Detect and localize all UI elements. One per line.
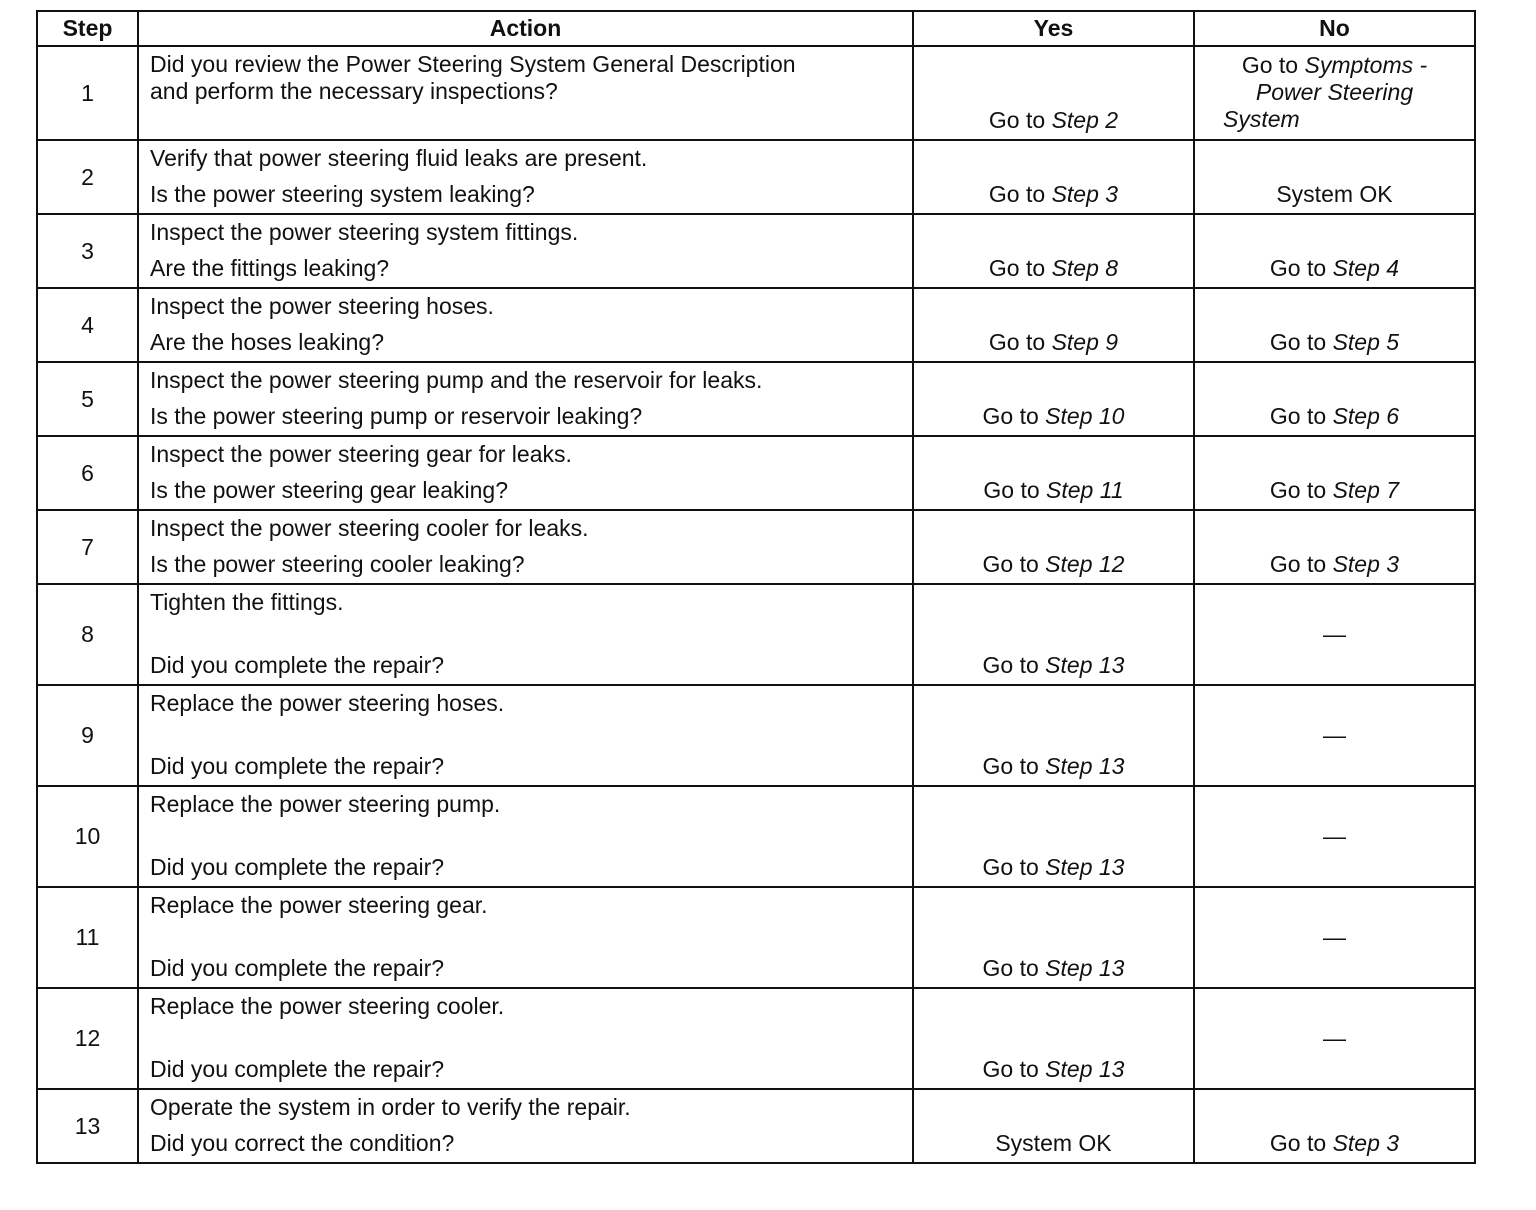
action-line: Are the fittings leaking? — [150, 255, 390, 281]
yes-cell — [913, 988, 1194, 1089]
step-link[interactable]: Step 11 — [1046, 477, 1124, 503]
step-link[interactable]: Step 2 — [1051, 107, 1119, 133]
action-line: Inspect the power steering system fittings. — [150, 219, 579, 245]
step-number: 10 — [37, 786, 138, 887]
action-line: Inspect the power steering gear for leaks. — [150, 441, 572, 467]
no-cell — [1194, 288, 1475, 362]
yes-prefix: Go to — [982, 955, 1046, 981]
no-prefix: Go to — [1269, 1130, 1333, 1156]
no-dash: — — [1323, 1025, 1346, 1051]
action-line: Did you review the Power Steering System General Description — [150, 51, 796, 77]
no-cell — [1194, 685, 1475, 786]
no-prefix: Go to — [1269, 403, 1333, 429]
table-row — [37, 510, 1475, 584]
action-cell — [138, 214, 913, 288]
step-number: 1 — [37, 46, 138, 140]
yes-cell — [913, 510, 1194, 584]
step-number: 9 — [37, 685, 138, 786]
yes-cell — [913, 140, 1194, 214]
step-number: 6 — [37, 436, 138, 510]
yes-cell — [913, 584, 1194, 685]
no-prefix: Go to — [1241, 52, 1305, 78]
action-cell — [138, 887, 913, 988]
no-cell — [1194, 988, 1475, 1089]
no-prefix: Go to — [1269, 329, 1333, 355]
yes-prefix: Go to — [982, 403, 1046, 429]
action-line: Inspect the power steering hoses. — [150, 293, 494, 319]
action-line: Did you complete the repair? — [150, 854, 445, 880]
action-line: Tighten the fittings. — [150, 589, 344, 615]
action-line: Did you complete the repair? — [150, 753, 445, 779]
table-row — [37, 685, 1475, 786]
action-line: Inspect the power steering pump and the reservoir for leaks. — [150, 367, 763, 393]
table-row — [37, 786, 1475, 887]
step-link[interactable]: Step 3 — [1332, 551, 1400, 577]
yes-prefix: Go to — [982, 753, 1046, 779]
table-row — [37, 288, 1475, 362]
step-number: 8 — [37, 584, 138, 685]
step-link[interactable]: Step 9 — [1051, 329, 1119, 355]
step-number: 5 — [37, 362, 138, 436]
no-cell — [1194, 786, 1475, 887]
action-line: Is the power steering pump or reservoir leaking? — [150, 403, 643, 429]
action-line: Is the power steering cooler leaking? — [150, 551, 525, 577]
action-cell — [138, 140, 913, 214]
yes-prefix: Go to — [988, 255, 1052, 281]
step-number: 13 — [37, 1089, 138, 1163]
yes-prefix: Go to — [988, 107, 1052, 133]
step-link[interactable]: Step 6 — [1332, 403, 1400, 429]
action-line: Did you complete the repair? — [150, 955, 445, 981]
yes-prefix: Go to — [988, 181, 1052, 207]
action-line: and perform the necessary inspections? — [150, 78, 558, 104]
action-cell — [138, 362, 913, 436]
step-link[interactable]: Step 13 — [1045, 753, 1125, 779]
no-cell — [1194, 584, 1475, 685]
table-row — [37, 436, 1475, 510]
action-line: Inspect the power steering cooler for leaks. — [150, 515, 589, 541]
header-no: No — [1194, 11, 1475, 46]
action-line: Operate the system in order to verify the repair. — [150, 1094, 631, 1120]
step-link[interactable]: Step 3 — [1051, 181, 1119, 207]
action-cell — [138, 288, 913, 362]
yes-cell — [913, 685, 1194, 786]
action-line: Is the power steering gear leaking? — [150, 477, 508, 503]
step-link[interactable]: Step 13 — [1045, 1056, 1125, 1082]
table-row — [37, 140, 1475, 214]
step-link[interactable]: Step 4 — [1332, 255, 1400, 281]
no-cell — [1194, 214, 1475, 288]
no-cell — [1194, 1089, 1475, 1163]
no-cell — [1194, 46, 1475, 140]
yes-cell — [913, 887, 1194, 988]
symptoms-link-line[interactable]: Power Steering — [1255, 79, 1414, 105]
step-link[interactable]: Step 13 — [1045, 652, 1125, 678]
step-link[interactable]: Step 7 — [1332, 477, 1400, 503]
step-link[interactable]: Step 10 — [1045, 403, 1125, 429]
no-prefix: Go to — [1269, 477, 1333, 503]
no-prefix: Go to — [1269, 255, 1333, 281]
no-cell — [1194, 140, 1475, 214]
header-yes: Yes — [913, 11, 1194, 46]
step-link[interactable]: Step 3 — [1332, 1130, 1400, 1156]
table-row — [37, 988, 1475, 1089]
action-line: Are the hoses leaking? — [150, 329, 384, 355]
step-link[interactable]: Step 8 — [1051, 255, 1119, 281]
yes-cell — [913, 214, 1194, 288]
yes-cell — [913, 1089, 1194, 1163]
no-dash: — — [1323, 722, 1346, 748]
action-cell — [138, 46, 913, 140]
yes-cell — [913, 362, 1194, 436]
yes-prefix: Go to — [983, 477, 1047, 503]
action-line: Replace the power steering pump. — [150, 791, 501, 817]
yes-prefix: Go to — [982, 1056, 1046, 1082]
action-line: Verify that power steering fluid leaks are present. — [150, 145, 648, 171]
step-number: 2 — [37, 140, 138, 214]
action-line: Did you complete the repair? — [150, 1056, 445, 1082]
table-header-row — [37, 11, 1475, 46]
step-link[interactable]: Step 12 — [1045, 551, 1125, 577]
step-link[interactable]: Step 5 — [1332, 329, 1400, 355]
symptoms-link-line[interactable]: System — [1223, 106, 1300, 132]
action-cell — [138, 510, 913, 584]
action-line: Did you correct the condition? — [150, 1130, 455, 1156]
action-line: Replace the power steering hoses. — [150, 690, 505, 716]
yes-cell — [913, 436, 1194, 510]
step-number: 11 — [37, 887, 138, 988]
action-cell — [138, 436, 913, 510]
symptoms-link[interactable]: Symptoms - — [1304, 52, 1428, 78]
header-step: Step — [37, 11, 138, 46]
header-action: Action — [138, 11, 913, 46]
step-number: 7 — [37, 510, 138, 584]
table-row — [37, 362, 1475, 436]
yes-cell — [913, 786, 1194, 887]
no-cell — [1194, 887, 1475, 988]
action-cell — [138, 685, 913, 786]
no-dash: — — [1323, 924, 1346, 950]
action-cell — [138, 988, 913, 1089]
action-cell — [138, 584, 913, 685]
yes-cell — [913, 288, 1194, 362]
step-number: 12 — [37, 988, 138, 1089]
step-number: 4 — [37, 288, 138, 362]
action-line: Did you complete the repair? — [150, 652, 445, 678]
action-cell — [138, 1089, 913, 1163]
yes-prefix: Go to — [988, 329, 1052, 355]
no-dash: — — [1323, 621, 1346, 647]
action-line: Replace the power steering cooler. — [150, 993, 505, 1019]
no-cell — [1194, 362, 1475, 436]
yes-cell — [913, 46, 1194, 140]
no-cell — [1194, 510, 1475, 584]
no-text: System OK — [1276, 181, 1393, 207]
table-row — [37, 214, 1475, 288]
table-row — [37, 887, 1475, 988]
yes-prefix: Go to — [982, 854, 1046, 880]
step-link[interactable]: Step 13 — [1045, 955, 1125, 981]
table-row — [37, 46, 1475, 140]
no-cell — [1194, 436, 1475, 510]
yes-text: System OK — [995, 1130, 1112, 1156]
yes-prefix: Go to — [982, 652, 1046, 678]
diagnostic-table — [36, 10, 1476, 1164]
action-line: Replace the power steering gear. — [150, 892, 488, 918]
table-row — [37, 1089, 1475, 1163]
no-prefix: Go to — [1269, 551, 1333, 577]
step-number: 3 — [37, 214, 138, 288]
no-dash: — — [1323, 823, 1346, 849]
yes-prefix: Go to — [982, 551, 1046, 577]
action-cell — [138, 786, 913, 887]
action-line: Is the power steering system leaking? — [150, 181, 535, 207]
step-link[interactable]: Step 13 — [1045, 854, 1125, 880]
table-row — [37, 584, 1475, 685]
